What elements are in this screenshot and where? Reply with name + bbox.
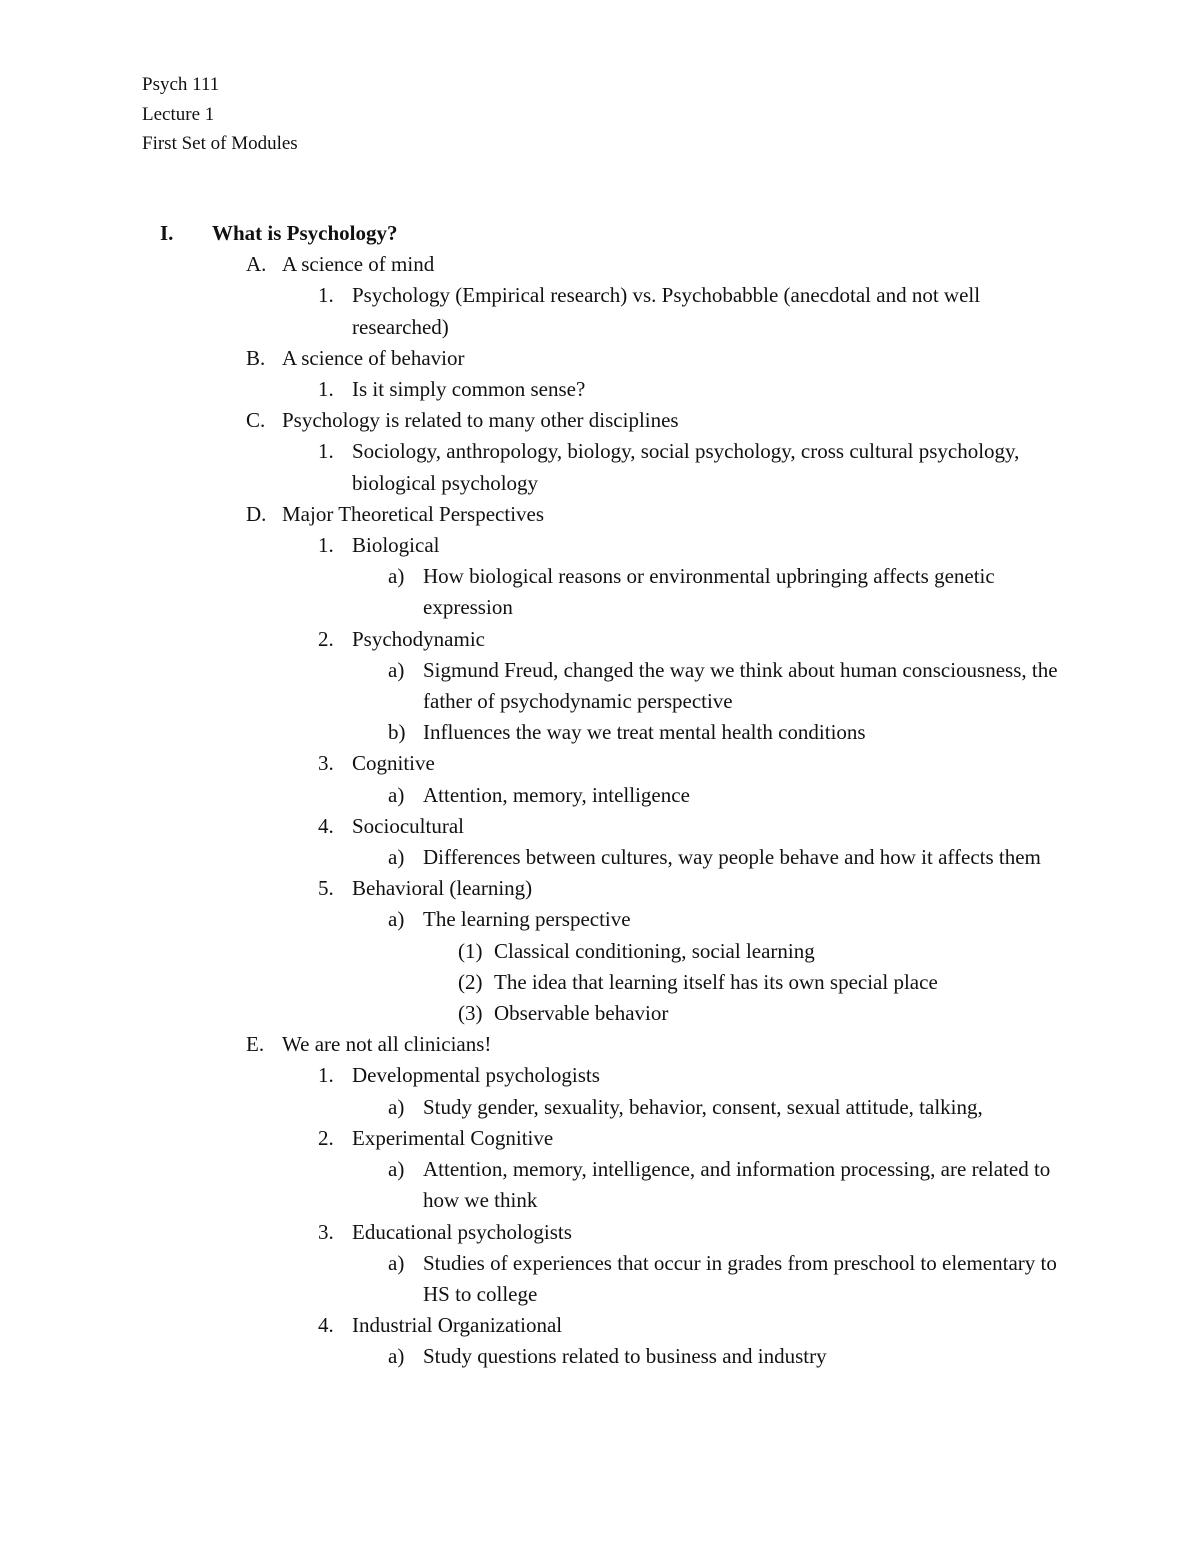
outline-marker: 2. [318,626,334,651]
outline-item-level-3 [0,530,1200,561]
outline-item-level-5 [0,936,1200,967]
outline-item-level-4 [0,1248,1200,1310]
outline-marker: a) [388,907,405,932]
course-name: Psych 111 [142,74,220,95]
outline-text: Attention, memory, intelligence [423,782,690,807]
outline-text: Is it simply common sense? [352,377,586,402]
outline-text: Observable behavior [494,1001,669,1026]
outline-item-level-4 [0,1341,1200,1372]
outline-marker: 3. [318,751,334,776]
outline-item-level-2 [0,405,1200,436]
outline-text: Influences the way we treat mental health conditions [423,720,866,745]
outline-text: Study gender, sexuality, behavior, consent, sexual attitude, talking, [423,1094,983,1119]
outline-item-level-4 [0,1154,1200,1216]
lecture-number: Lecture 1 [142,103,215,125]
outline-text: Studies of experiences that occur in grades from preschool to elementary to HS to college [423,1250,1057,1306]
outline-marker: I. [160,221,174,245]
outline-text: Differences between cultures, way people behave and how it affects them [423,845,1041,870]
outline-marker: C. [246,408,266,433]
outline-item-level-3 [0,748,1200,779]
outline-text: Sociocultural [352,813,464,838]
outline-text: Psychology is related to many other disciplines [282,408,679,433]
outline-text: A science of mind [282,252,435,277]
document-subtitle: First Set of Modules [142,133,298,154]
outline-item-level-4 [0,842,1200,873]
outline-item-level-1 [0,218,1200,249]
outline-marker: a) [388,1157,405,1182]
outline-text: We are not all clinicians! [282,1032,492,1057]
outline-text: Attention, memory, intelligence, and information processing, are related to how we think [423,1157,1051,1213]
outline-text: How biological reasons or environmental upbringing affects genetic expression [423,564,995,620]
lecture-outline [0,218,1200,1373]
outline-item-level-3 [0,873,1200,904]
outline-item-level-3 [0,1060,1200,1091]
outline-text: What is Psychology? [212,221,398,245]
outline-item-level-3 [0,624,1200,655]
outline-text: Psychology (Empirical research) vs. Psychobabble (anecdotal and not well researched) [352,283,981,339]
outline-text: Major Theoretical Perspectives [282,501,545,526]
outline-marker: 1. [318,439,334,464]
outline-marker: a) [388,657,405,682]
outline-text: Industrial Organizational [352,1313,563,1338]
outline-marker: a) [388,1094,405,1119]
outline-text: Educational psychologists [352,1219,572,1244]
outline-marker: a) [388,782,405,807]
outline-marker: E. [246,1032,265,1057]
outline-item-level-3 [0,374,1200,405]
outline-marker: a) [388,845,405,870]
outline-marker: A. [246,252,267,277]
outline-marker: a) [388,1344,405,1369]
outline-marker: D. [246,501,267,526]
outline-marker: 1. [318,533,334,558]
outline-text: Sociology, anthropology, biology, social psychology, cross cultural psychology, biological psychology [352,439,1020,495]
outline-item-level-4 [0,1092,1200,1123]
outline-marker: 2. [318,1125,334,1150]
outline-marker: a) [388,564,405,589]
outline-marker: (2) [458,969,483,994]
outline-text: Behavioral (learning) [352,876,533,901]
outline-text: A science of behavior [282,345,465,370]
outline-item-level-3 [0,1310,1200,1341]
outline-marker: B. [246,345,266,370]
outline-marker: 1. [318,1063,334,1088]
outline-marker: 5. [318,876,334,901]
document-header [142,70,298,159]
outline-marker: (1) [458,938,483,963]
outline-text: Cognitive [352,751,435,776]
outline-marker: a) [388,1250,405,1275]
outline-text: Classical conditioning, social learning [494,938,815,963]
outline-item-level-4 [0,904,1200,935]
outline-item-level-2 [0,1029,1200,1060]
outline-item-level-3 [0,1217,1200,1248]
outline-item-level-5 [0,967,1200,998]
outline-text: The learning perspective [423,907,631,932]
outline-item-level-4 [0,655,1200,717]
outline-marker: b) [388,720,406,745]
outline-item-level-2 [0,343,1200,374]
outline-item-level-4 [0,780,1200,811]
outline-item-level-3 [0,1123,1200,1154]
outline-text: The idea that learning itself has its own special place [494,969,938,994]
outline-item-level-5 [0,998,1200,1029]
outline-marker: (3) [458,1001,483,1026]
outline-marker: 4. [318,1313,334,1338]
outline-text: Biological [352,533,440,558]
outline-text: Sigmund Freud, changed the way we think about human consciousness, the father of psychodynamic perspective [423,657,1058,714]
outline-item-level-3 [0,811,1200,842]
outline-text: Psychodynamic [352,626,485,651]
outline-marker: 1. [318,377,334,402]
outline-marker: 3. [318,1219,334,1244]
outline-text: Developmental psychologists [352,1063,600,1088]
outline-marker: 4. [318,813,334,838]
outline-item-level-4 [0,561,1200,623]
outline-item-level-4 [0,717,1200,748]
outline-item-level-2 [0,499,1200,530]
outline-marker: 1. [318,283,334,308]
outline-item-level-3 [0,436,1200,498]
outline-item-level-2 [0,249,1200,280]
outline-item-level-3 [0,280,1200,342]
outline-text: Experimental Cognitive [352,1125,554,1150]
outline-text: Study questions related to business and industry [423,1344,827,1369]
